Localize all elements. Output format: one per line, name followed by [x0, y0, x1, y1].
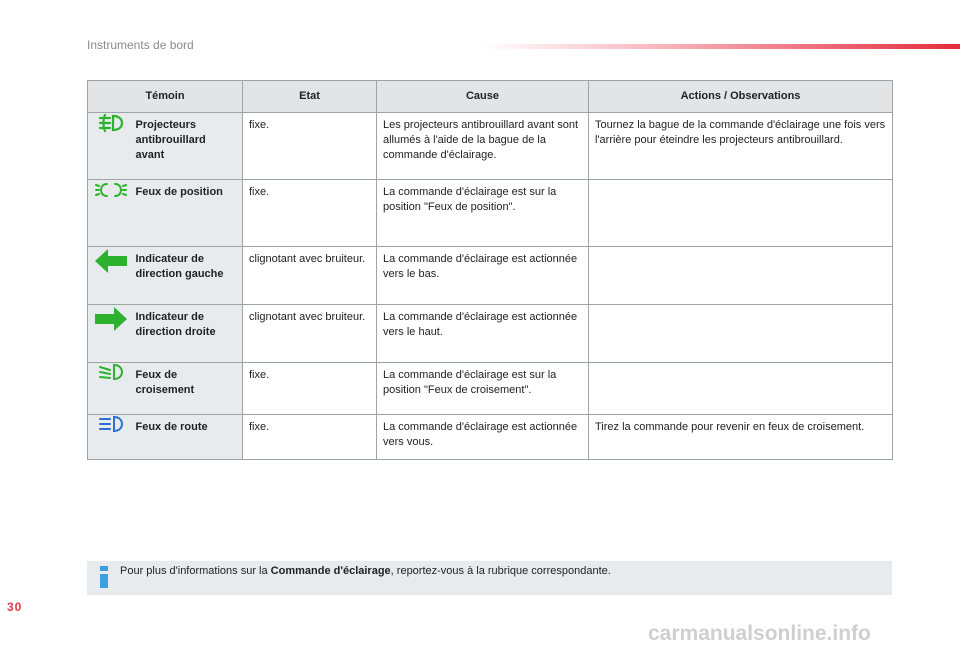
indicator-name: Feux de route	[134, 415, 243, 460]
indicator-name: Indicateur de direction droite	[134, 305, 243, 363]
info-link-text: Commande d'éclairage	[270, 565, 391, 577]
table-row	[88, 415, 893, 460]
indicator-state: fixe.	[243, 363, 377, 415]
left-arrow-icon	[94, 247, 128, 275]
column-header-etat: Etat	[243, 81, 377, 113]
indicator-cause: La commande d'éclairage est sur la position "Feux de position".	[377, 180, 589, 247]
info-note	[87, 561, 892, 595]
indicator-actions: Tournez la bague de la commande d'éclairage une fois vers l'arrière pour éteindre les projecteurs antibrouillard.	[589, 113, 893, 180]
indicator-cause: Les projecteurs antibrouillard avant sont allumés à l'aide de la bague de la commande d'éclairage.	[377, 113, 589, 180]
indicator-name: Projecteurs antibrouillard avant	[134, 113, 243, 180]
indicator-state: clignotant avec bruiteur.	[243, 305, 377, 363]
right-arrow-icon	[94, 305, 128, 333]
main-beam-icon	[98, 415, 124, 433]
indicator-actions	[589, 305, 893, 363]
indicator-cause: La commande d'éclairage est sur la position "Feux de croisement".	[377, 363, 589, 415]
indicator-actions	[589, 363, 893, 415]
info-icon	[97, 564, 111, 590]
front-foglamp-icon	[98, 113, 124, 133]
watermark: carmanualsonline.info	[648, 622, 871, 645]
column-header-temoin: Témoin	[88, 81, 243, 113]
indicator-state: clignotant avec bruiteur.	[243, 247, 377, 305]
table-row	[88, 113, 893, 180]
header-accent-bar	[480, 44, 960, 49]
table-row	[88, 180, 893, 247]
indicator-cause: La commande d'éclairage est actionnée vers le bas.	[377, 247, 589, 305]
table-row	[88, 363, 893, 415]
indicator-state: fixe.	[243, 415, 377, 460]
table-row	[88, 247, 893, 305]
indicator-actions	[589, 247, 893, 305]
indicator-cause: La commande d'éclairage est actionnée vers vous.	[377, 415, 589, 460]
table-row	[88, 305, 893, 363]
column-header-actions: Actions / Observations	[589, 81, 893, 113]
indicator-cause: La commande d'éclairage est actionnée vers le haut.	[377, 305, 589, 363]
column-header-cause: Cause	[377, 81, 589, 113]
page-number: 30	[7, 600, 23, 614]
indicator-state: fixe.	[243, 180, 377, 247]
indicator-state: fixe.	[243, 113, 377, 180]
indicator-actions: Tirez la commande pour revenir en feux de croisement.	[589, 415, 893, 460]
indicator-table	[87, 80, 893, 460]
dipped-beam-icon	[98, 363, 124, 381]
indicator-name: Feux de croisement	[134, 363, 243, 415]
indicator-name: Feux de position	[134, 180, 243, 247]
info-text: Pour plus d'informations sur la Commande d'éclairage, reportez-vous à la rubrique correspondante.	[120, 565, 611, 577]
indicator-name: Indicateur de direction gauche	[134, 247, 243, 305]
sidelamps-icon	[95, 180, 127, 200]
section-title: Instruments de bord	[87, 38, 194, 52]
table-header-row	[88, 81, 893, 113]
indicator-actions	[589, 180, 893, 247]
